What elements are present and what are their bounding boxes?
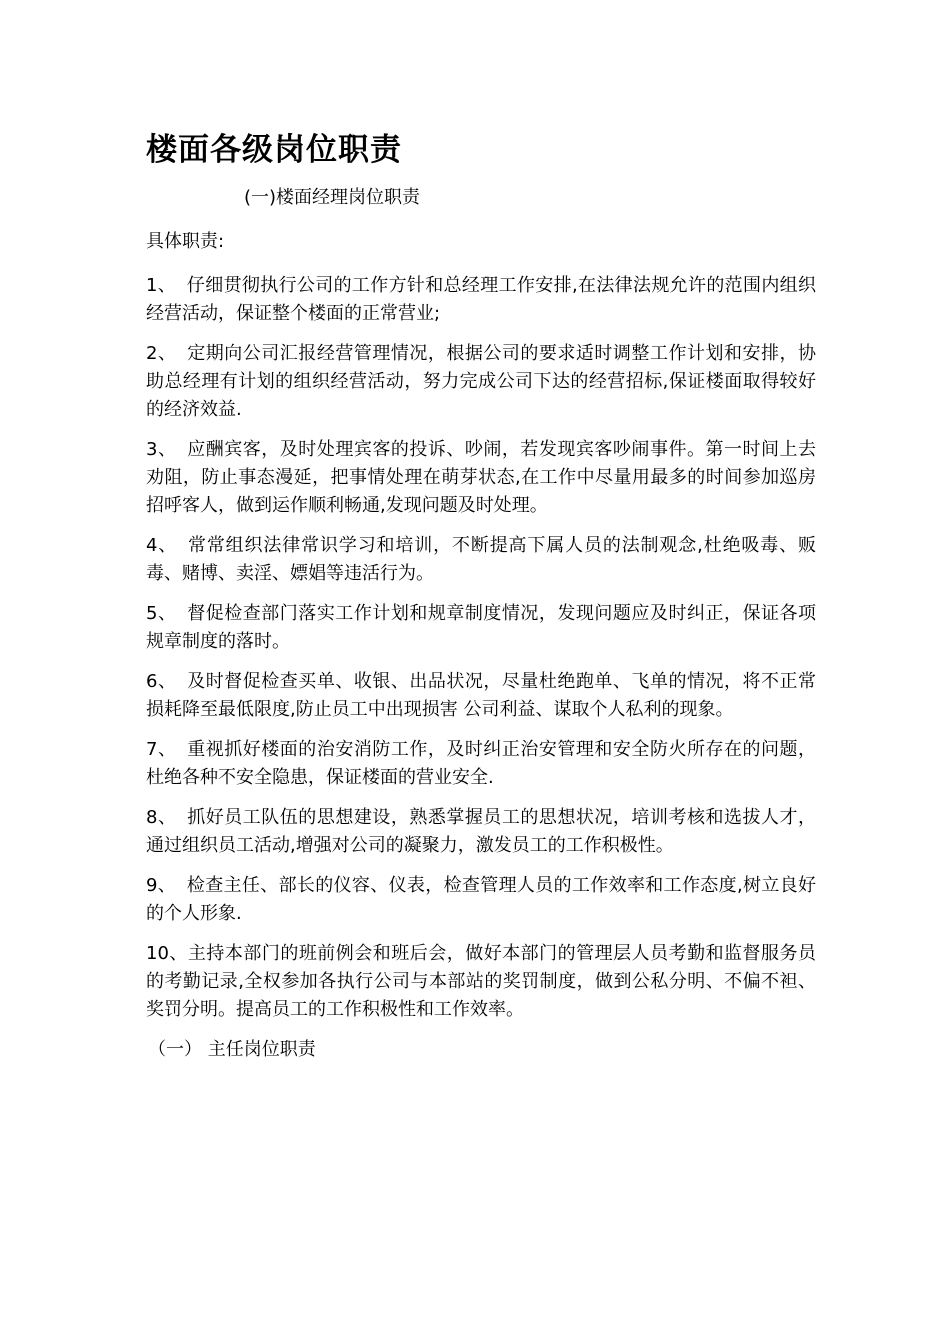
- duty-text: 定期向公司汇报经营管理情况，根据公司的要求适时调整工作计划和安排，协助总经理有计划的组织经营活动，努力完成公司下达的经营招标,保证楼面取得较好的经济效益.: [146, 343, 816, 420]
- section-heading-floor-manager: (一)楼面经理岗位职责: [244, 187, 421, 208]
- duty-text: 重视抓好楼面的治安消防工作，及时纠正治安管理和安全防火所存在的问题，杜绝各种不安全隐患，保证楼面的营业安全.: [146, 739, 816, 788]
- section-heading-supervisor: （一） 主任岗位职责: [148, 1039, 316, 1060]
- duty-text: 督促检查部门落实工作计划和规章制度情况，发现问题应及时纠正，保证各项规章制度的落时。: [146, 603, 816, 652]
- duties-label: 具体职责:: [146, 231, 225, 252]
- duty-text: 主持本部门的班前例会和班后会，做好本部门的管理层人员考勤和监督服务员的考勤记录,全权参加各执行公司与本部站的奖罚制度，做到公私分明、不偏不袒、奖罚分明。提高员工的工作积极性和工作效率。: [146, 943, 817, 1020]
- duty-number: 6、: [146, 671, 177, 692]
- duty-number: 3、: [146, 439, 177, 460]
- duty-number: 7、: [146, 739, 177, 760]
- duty-text: 及时督促检查买单、收银、出品状况，尽量杜绝跑单、飞单的情况，将不正常损耗降至最低限度,防止员工中出现损害 公司利益、谋取个人私利的现象。: [146, 671, 816, 720]
- document-title: 楼面各级岗位职责: [146, 132, 402, 168]
- duty-item: [146, 600, 816, 656]
- duty-number: 10、: [146, 943, 188, 964]
- duty-item: [146, 532, 816, 588]
- duty-number: 5、: [146, 603, 177, 624]
- duty-item: [146, 272, 816, 328]
- duty-item: [146, 340, 816, 424]
- duty-item: [146, 436, 816, 520]
- duty-number: 1、: [146, 275, 177, 296]
- duty-text: 常常组织法律常识学习和培训，不断提高下属人员的法制观念,杜绝吸毒、贩毒、赌博、卖淫、嫖娼等违活行为。: [146, 535, 817, 584]
- duty-item: [146, 804, 816, 860]
- duty-item: [146, 872, 816, 928]
- duty-number: 4、: [146, 535, 178, 556]
- duty-item: [146, 668, 816, 724]
- duty-number: 8、: [146, 807, 177, 828]
- duty-number: 9、: [146, 875, 177, 896]
- duty-number: 2、: [146, 343, 177, 364]
- duty-text: 应酬宾客，及时处理宾客的投诉、吵闹，若发现宾客吵闹事件。第一时间上去劝阻，防止事态漫延，把事情处理在萌芽状态,在工作中尽量用最多的时间参加巡房招呼客人，做到运作顺利畅通,发现问题及时处理。: [146, 439, 816, 516]
- duty-item: [146, 940, 816, 1024]
- duty-text: 检查主任、部长的仪容、仪表，检查管理人员的工作效率和工作态度,树立良好的个人形象.: [146, 875, 817, 924]
- duty-text: 抓好员工队伍的思想建设，熟悉掌握员工的思想状况，培训考核和选拔人才，通过组织员工活动,增强对公司的凝聚力，激发员工的工作积极性。: [146, 807, 816, 856]
- document-page: [146, 128, 816, 1064]
- duty-text: 仔细贯彻执行公司的工作方针和总经理工作安排,在法律法规允许的范围内组织经营活动，保证整个楼面的正常营业;: [146, 275, 817, 324]
- duty-item: [146, 736, 816, 792]
